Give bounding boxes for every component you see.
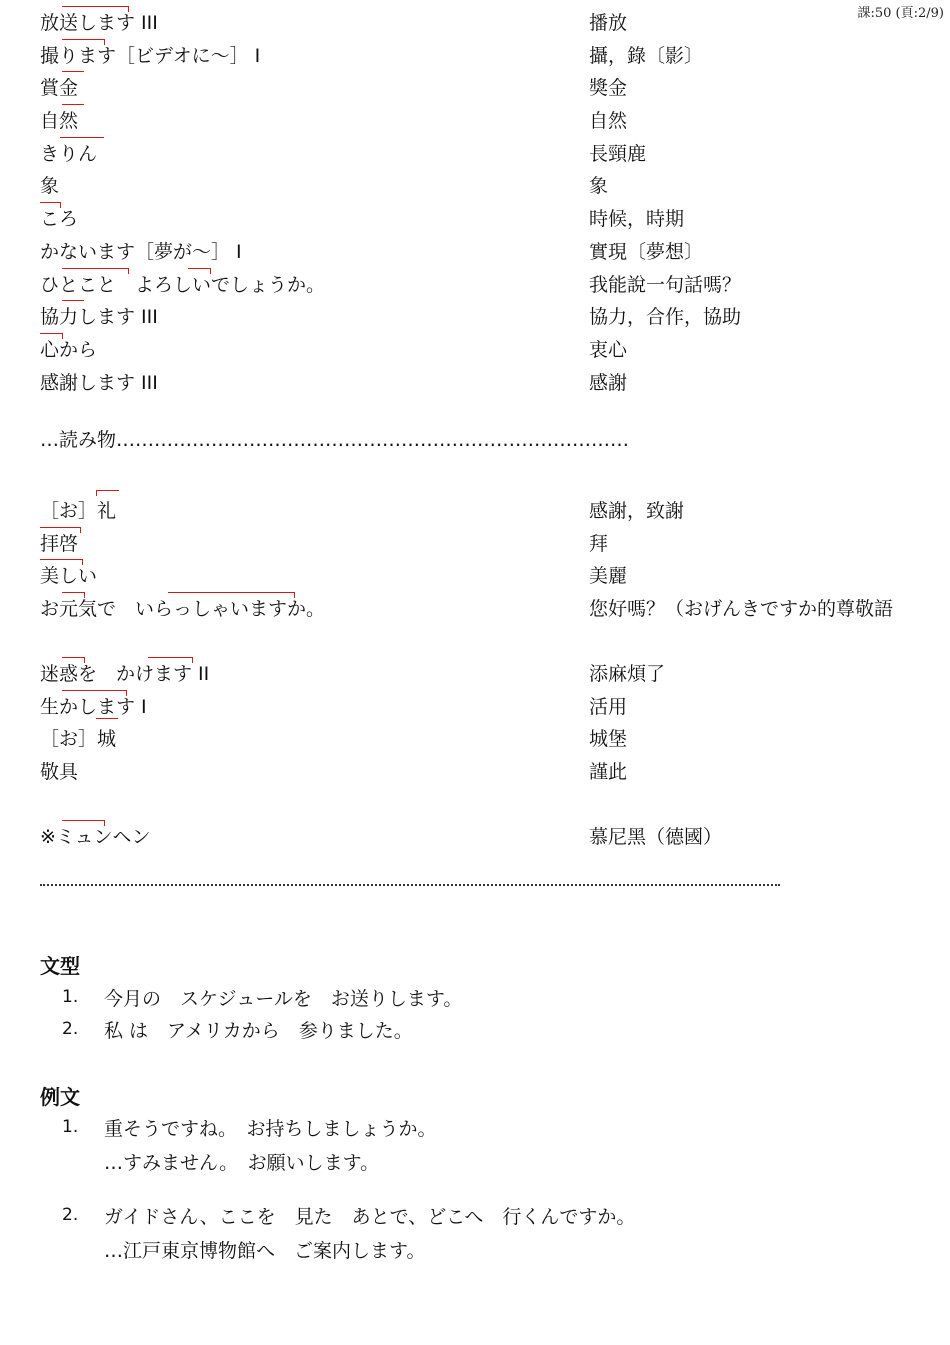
vocab-japanese: ひとこと よろしいでしょうか。 bbox=[40, 273, 326, 296]
vocab-japanese: 迷惑を かけます II bbox=[40, 663, 210, 686]
vocab-row bbox=[40, 198, 920, 231]
vocab-japanese: 賞金 bbox=[40, 77, 79, 100]
vocab-chinese: 慕尼黑（德國） bbox=[589, 826, 723, 848]
pitch-accent-mark bbox=[62, 39, 105, 45]
vocab-chinese: 我能說一句話嗎？ bbox=[589, 273, 742, 296]
pitch-accent-mark bbox=[168, 592, 295, 598]
vocab-japanese: 美しい bbox=[40, 565, 98, 588]
vocab-row bbox=[40, 523, 920, 556]
vocab-row bbox=[40, 686, 920, 719]
vocab-japanese: 自然 bbox=[40, 110, 79, 133]
item-number: 2. bbox=[62, 1019, 79, 1039]
pitch-accent-mark bbox=[96, 718, 118, 719]
pitch-accent-mark bbox=[40, 333, 63, 339]
vocab-japanese: ※ミュンヘン bbox=[40, 826, 151, 848]
vocab-japanese: 生かします I bbox=[40, 695, 147, 718]
item-line-1: 重そうですね。 お持ちしましょうか。 bbox=[104, 1118, 437, 1140]
vocab-chinese: 長頸鹿 bbox=[589, 142, 647, 165]
vocab-row bbox=[40, 653, 920, 686]
vocab-chinese: 播放 bbox=[589, 12, 628, 34]
vocab-japanese: 感謝します III bbox=[40, 371, 158, 394]
vocab-japanese: 敬具 bbox=[40, 761, 79, 784]
section-title-reibun bbox=[40, 1081, 80, 1110]
vocab-chinese: 添麻煩了 bbox=[589, 663, 666, 686]
vocab-chinese: 感謝 bbox=[589, 371, 628, 394]
vocab-row bbox=[40, 165, 920, 198]
vocab-chinese: 衷心 bbox=[589, 338, 628, 361]
vocab-chinese: 象 bbox=[589, 175, 609, 198]
item-line-2: …江戸東京博物館へ ご案内します。 bbox=[104, 1240, 426, 1262]
vocabulary-list-main bbox=[40, 2, 920, 394]
vocab-japanese: 放送します III bbox=[40, 12, 158, 34]
vocab-chinese: 實現〔夢想〕 bbox=[589, 240, 704, 263]
vocab-row bbox=[40, 555, 920, 588]
vocab-japanese: 象 bbox=[40, 175, 60, 198]
pitch-accent-mark bbox=[62, 690, 127, 696]
vocab-chinese: 城堡 bbox=[589, 728, 628, 751]
page-number: 課:50 (頁:2/9) bbox=[857, 6, 944, 21]
vocab-japanese: ［お］城 bbox=[40, 728, 117, 751]
vocab-chinese: 獎金 bbox=[589, 77, 628, 100]
vocab-chinese: 謹此 bbox=[589, 761, 628, 784]
vocab-japanese: 心から bbox=[40, 338, 98, 361]
vocab-chinese: 自然 bbox=[589, 110, 628, 133]
vocab-chinese: 協力，合作，協助 bbox=[589, 306, 742, 329]
vocab-row bbox=[40, 751, 920, 784]
pitch-accent-mark bbox=[62, 104, 84, 105]
item-number: 2. bbox=[62, 1205, 79, 1225]
section-divider bbox=[40, 884, 780, 886]
vocab-row bbox=[40, 329, 920, 362]
vocab-row bbox=[40, 490, 920, 523]
pitch-accent-mark bbox=[62, 300, 84, 301]
reading-section-divider: …読み物……………………………………………………………………… bbox=[40, 429, 630, 451]
bunkei-title-ruby bbox=[40, 954, 80, 978]
vocab-row bbox=[40, 718, 920, 751]
vocab-chinese: 攝，錄〔影〕 bbox=[589, 44, 704, 67]
pitch-accent-mark bbox=[188, 268, 211, 274]
vocab-chinese: 拜 bbox=[589, 532, 609, 555]
reibun-title-text: 例文 bbox=[40, 1085, 80, 1109]
vocab-row bbox=[40, 100, 920, 133]
pitch-accent-mark bbox=[40, 527, 81, 533]
pitch-accent-mark bbox=[40, 559, 83, 565]
vocab-japanese: ころ bbox=[40, 208, 79, 231]
vocab-row bbox=[40, 67, 920, 100]
pitch-accent-mark bbox=[62, 820, 105, 826]
vocab-japanese: ［お］礼 bbox=[40, 500, 117, 522]
vocab-row bbox=[40, 588, 920, 621]
item-line-2: …すみません。 お願いします。 bbox=[104, 1152, 380, 1174]
pitch-accent-mark bbox=[62, 592, 85, 598]
vocab-row bbox=[40, 133, 920, 166]
pitch-accent-mark bbox=[62, 6, 129, 12]
vocab-chinese: 您好嗎？（おげんきですか的尊敬語 bbox=[589, 598, 894, 621]
vocab-japanese: 拝啓 bbox=[40, 532, 79, 555]
bunkei-title-text: 文型 bbox=[40, 954, 80, 978]
vocab-japanese: かないます［夢が～］ I bbox=[40, 240, 242, 263]
item-text: 私 は アメリカから 参りました。 bbox=[104, 1020, 413, 1042]
pitch-accent-mark bbox=[96, 490, 119, 496]
vocab-row bbox=[40, 35, 920, 68]
item-line-1: ガイドさん、ここを 見た あとで、どこへ 行くんですか。 bbox=[104, 1206, 636, 1228]
vocab-row bbox=[40, 2, 920, 35]
vocab-japanese: お元気で いらっしゃいますか。 bbox=[40, 598, 326, 621]
vocab-japanese: きりん bbox=[40, 142, 98, 165]
vocabulary-extra bbox=[40, 816, 920, 849]
vocab-row bbox=[40, 296, 920, 329]
pitch-accent-mark bbox=[62, 71, 84, 72]
item-number: 1. bbox=[62, 1117, 79, 1137]
item-text: 今月の スケジュールを お送りします。 bbox=[104, 988, 463, 1010]
vocab-row bbox=[40, 816, 920, 849]
item-number: 1. bbox=[62, 987, 79, 1007]
vocab-chinese: 時候，時期 bbox=[589, 208, 685, 231]
pitch-accent-mark bbox=[40, 202, 61, 208]
vocab-row bbox=[40, 264, 920, 297]
vocab-japanese: 協力します III bbox=[40, 306, 158, 329]
pitch-accent-mark bbox=[62, 268, 129, 274]
section-title-bunkei bbox=[40, 950, 80, 979]
pitch-accent-mark bbox=[60, 137, 104, 138]
vocab-chinese: 活用 bbox=[589, 695, 628, 718]
vocabulary-list-reading bbox=[40, 490, 920, 784]
vocab-row bbox=[40, 231, 920, 264]
pitch-accent-mark bbox=[62, 657, 85, 663]
vocab-chinese: 感謝，致謝 bbox=[589, 500, 685, 522]
vocab-row bbox=[40, 362, 920, 395]
pitch-accent-mark bbox=[148, 657, 193, 663]
vocab-japanese: 撮ります［ビデオに～］ I bbox=[40, 44, 261, 67]
vocab-chinese: 美麗 bbox=[589, 565, 628, 588]
